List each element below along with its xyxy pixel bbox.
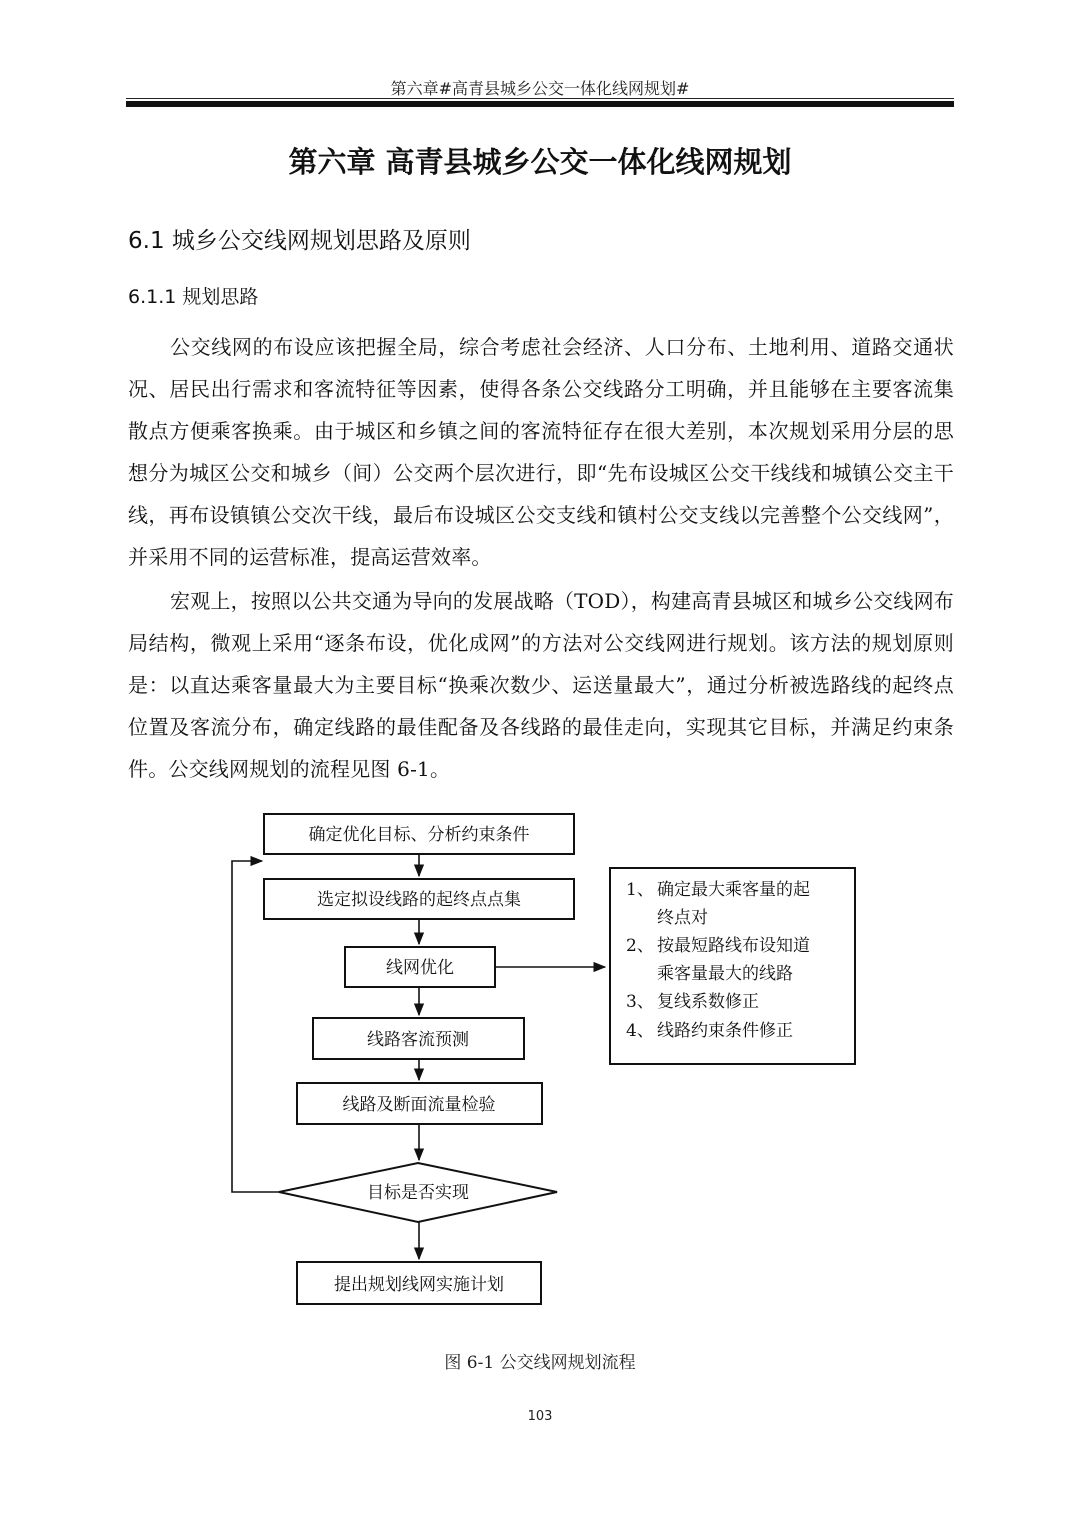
body-paragraph-1: 公交线网的布设应该把握全局，综合考虑社会经济、人口分布、土地利用、道路交通状况、居民出行需求和客流特征等因素，使得各条公交线路分工明确，并且能够在主要客流集散点方便乘客换乘。由于城区和乡镇之间的客流特征存在很大差别，本次规划采用分层的思想分为城区公交和城乡（间）公交两个层次进行，即“先布设城区公交干线线和城镇公交主干线，再布设镇镇公交次干线，最后布设城区公交支线和镇村公交支线以完善整个公交线网”，并采用不同的运营标准，提高运营效率。 (128, 335, 954, 569)
body-paragraph-2: 宏观上，按照以公共交通为导向的发展战略（TOD），构建高青县城区和城乡公交线网布局结构，微观上采用“逐条布设，优化成网”的方法对公交线网进行规划。该方法的规划原则是：以直达乘客量最大为主要目标“换乘次数少、运送量最大”，通过分析被选路线的起终点位置及客流分布，确定线路的最佳配备及各线路的最佳走向，实现其它目标，并满足约束条件。公交线网规划的流程见图 6-1。 (128, 589, 954, 781)
note-4-line-1: 线路约束条件修正 (657, 1021, 793, 1041)
note-1-number: 1、 (626, 880, 654, 900)
box-network-opt-label: 线网优化 (386, 958, 454, 978)
box-plan-label: 提出规划线网实施计划 (334, 1275, 504, 1295)
note-1-line-1: 确定最大乘客量的起 (657, 880, 810, 900)
box-define-goals-label: 确定优化目标、分析约束条件 (308, 825, 530, 845)
note-2-line-1: 按最短路线布设知道 (657, 936, 810, 956)
note-3-number: 3、 (626, 992, 654, 1012)
subsection-title: 6.1.1 规划思路 (128, 286, 259, 308)
page-number: 103 (527, 1409, 553, 1424)
note-2-line-2: 乘客量最大的线路 (657, 964, 793, 984)
decision-label: 目标是否实现 (367, 1183, 469, 1203)
figure-caption: 图 6-1 公交线网规划流程 (444, 1353, 636, 1373)
box-check-label: 线路及断面流量检验 (342, 1095, 496, 1115)
section-title: 6.1 城乡公交线网规划思路及原则 (128, 228, 471, 254)
note-4-number: 4、 (626, 1021, 654, 1041)
box-forecast-label: 线路客流预测 (367, 1030, 469, 1050)
running-header: 第六章#高青县城乡公交一体化线网规划# (390, 79, 690, 98)
note-3-line-1: 复线系数修正 (657, 992, 759, 1012)
note-2-number: 2、 (626, 936, 654, 956)
chapter-title: 第六章 高青县城乡公交一体化线网规划 (288, 145, 792, 179)
note-1-line-2: 终点对 (657, 908, 708, 928)
box-select-od-label: 选定拟设线路的起终点点集 (317, 890, 521, 910)
